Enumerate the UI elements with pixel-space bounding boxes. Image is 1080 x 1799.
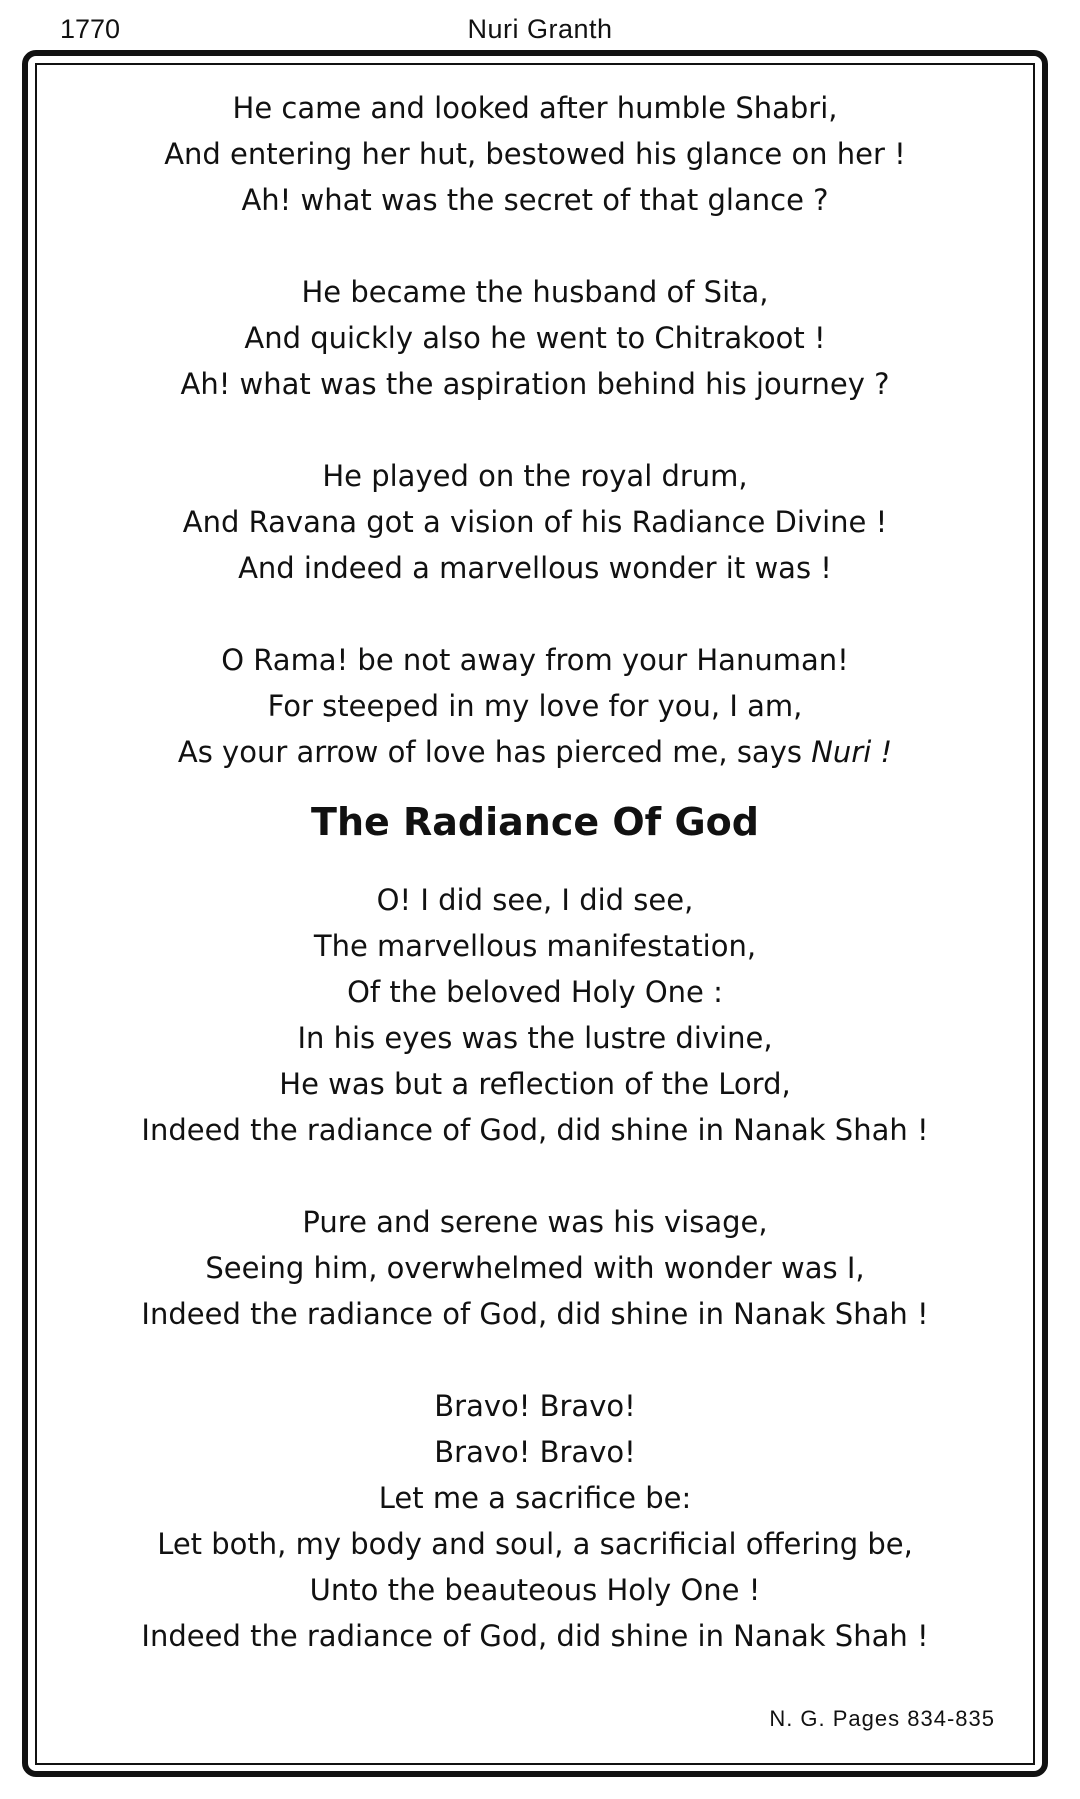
verse-line: He became the husband of Sita, (301, 275, 769, 309)
poem1-stanza-2 (37, 269, 1033, 407)
verse-line: For steeped in my love for you, I am, (267, 689, 803, 723)
page-reference: N. G. Pages 834-835 (769, 1706, 995, 1731)
poem-title: The Radiance Of God (311, 800, 759, 844)
verse-line: Of the beloved Holy One : (347, 975, 723, 1009)
verse-line: Unto the beauteous Holy One ! (309, 1573, 761, 1607)
verse-line: Indeed the radiance of God, did shine in Nanak Shah ! (141, 1113, 929, 1147)
verse-line: He came and looked after humble Shabri, (232, 91, 838, 125)
verse-line: Ah! what was the secret of that glance ? (241, 183, 829, 217)
running-title: Nuri Granth (467, 14, 613, 44)
verse-line: O Rama! be not away from your Hanuman! (221, 643, 849, 677)
verse-line: And Ravana got a vision of his Radiance Divine ! (182, 505, 888, 539)
author-name: Nuri ! (811, 735, 893, 769)
verse-line: O! I did see, I did see, (376, 883, 694, 917)
page-header (0, 8, 1080, 48)
verse-line: Bravo! Bravo! (434, 1389, 636, 1423)
poem1-stanza-1 (37, 85, 1033, 223)
verse-line: Ah! what was the aspiration behind his journey ? (180, 367, 890, 401)
poem-content (37, 65, 1033, 1705)
verse-line: Let both, my body and soul, a sacrificial offering be, (157, 1527, 913, 1561)
verse-line: He was but a reflection of the Lord, (279, 1067, 791, 1101)
verse-line: He played on the royal drum, (322, 459, 748, 493)
verse-line: The marvellous manifestation, (313, 929, 757, 963)
verse-line: And indeed a marvellous wonder it was ! (238, 551, 832, 585)
verse-line: Let me a sacrifice be: (378, 1481, 692, 1515)
verse-line: And quickly also he went to Chitrakoot ! (244, 321, 826, 355)
verse-line: Pure and serene was his visage, (302, 1205, 768, 1239)
verse-line: Seeing him, overwhelmed with wonder was I, (205, 1251, 865, 1285)
poem2-stanza-2 (37, 1199, 1033, 1337)
verse-line: In his eyes was the lustre divine, (297, 1021, 773, 1055)
verse-line: Indeed the radiance of God, did shine in Nanak Shah ! (141, 1619, 929, 1653)
poem2-stanza-3 (37, 1383, 1033, 1659)
verse-line: Indeed the radiance of God, did shine in Nanak Shah ! (141, 1297, 929, 1331)
verse-line: And entering her hut, bestowed his glance on her ! (164, 137, 906, 171)
poem1-stanza-3 (37, 453, 1033, 591)
verse-line (37, 729, 1033, 775)
poem2-stanza-1 (37, 877, 1033, 1153)
page-number: 1770 (60, 14, 121, 44)
verse-line: Bravo! Bravo! (434, 1435, 636, 1469)
verse-text: As your arrow of love has pierced me, says (177, 735, 812, 769)
poem1-stanza-4 (37, 637, 1033, 775)
